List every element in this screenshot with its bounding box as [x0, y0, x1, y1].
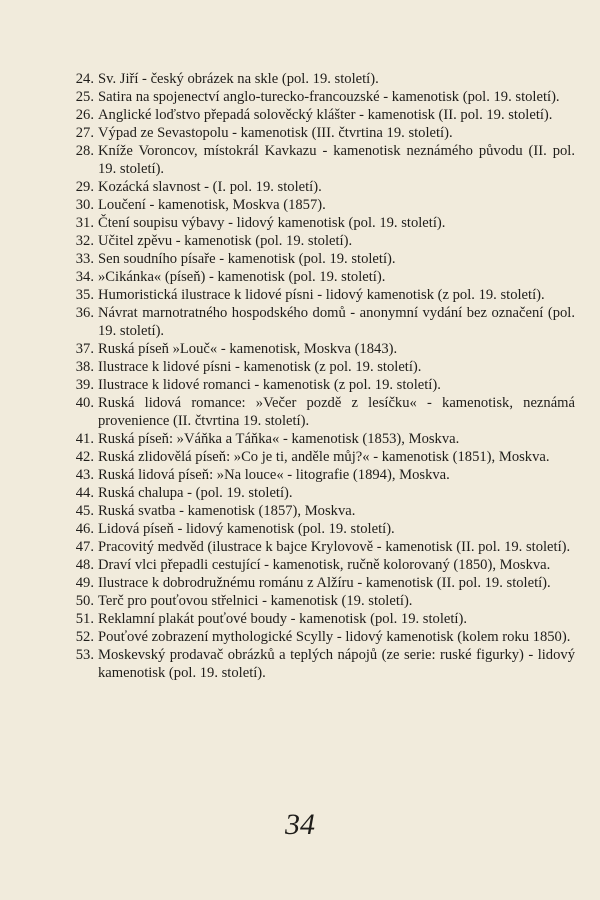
catalog-entry	[60, 430, 575, 448]
entry-text: Ruská zlidovělá píseň: »Co je ti, anděle můj?« - kamenotisk (1851), Moskva.	[98, 449, 550, 465]
entry-number: 48.	[75, 557, 94, 573]
entry-text: Reklamní plakát pouťové boudy - kamenotisk (pol. 19. století).	[98, 611, 467, 627]
entry-number: 44.	[75, 485, 94, 501]
catalog-entry	[60, 142, 575, 178]
entry-text: Sv. Jiří - český obrázek na skle (pol. 19. století).	[98, 71, 379, 87]
entry-text: Ruská píseň »Louč« - kamenotisk, Moskva (1843).	[98, 341, 398, 357]
entry-text: Čtení soupisu výbavy - lidový kamenotisk (pol. 19. století).	[98, 215, 446, 231]
entry-text: Satira na spojenectví anglo-turecko-francouzské - kamenotisk (pol. 19. století).	[98, 89, 560, 105]
catalog-entry	[60, 106, 575, 124]
entry-text: Ilustrace k lidové písni - kamenotisk (z pol. 19. století).	[98, 359, 422, 375]
entry-number: 45.	[75, 503, 94, 519]
catalog-entry	[60, 178, 575, 196]
catalog-entry	[60, 376, 575, 394]
catalog-entry	[60, 286, 575, 304]
entry-number: 35.	[75, 287, 94, 303]
entry-number: 37.	[75, 341, 94, 357]
entry-number: 31.	[75, 215, 94, 231]
entry-text: Ruská lidová píseň: »Na louce« - litografie (1894), Moskva.	[98, 467, 450, 483]
catalog-entry	[60, 628, 575, 646]
catalog-entry	[60, 70, 575, 88]
entry-number: 41.	[75, 431, 94, 447]
page-number: 34	[285, 808, 315, 841]
catalog-entry	[60, 466, 575, 484]
entry-number: 51.	[75, 611, 94, 627]
catalog-entry	[60, 304, 575, 340]
entry-number: 36.	[75, 305, 94, 321]
catalog-entry	[60, 340, 575, 358]
entry-text: Výpad ze Sevastopolu - kamenotisk (III. čtvrtina 19. století).	[98, 125, 453, 141]
catalog-entry	[60, 124, 575, 142]
catalog-entry	[60, 250, 575, 268]
entry-text: Kníže Voroncov, místokrál Kavkazu - kamenotisk neznámého původu (II. pol. 19. století).	[98, 143, 575, 177]
catalog-entry	[60, 358, 575, 376]
entry-number: 39.	[75, 377, 94, 393]
catalog-entry	[60, 484, 575, 502]
entry-text: Pouťové zobrazení mythologické Scylly - lidový kamenotisk (kolem roku 1850).	[98, 629, 571, 645]
catalog-entry	[60, 268, 575, 286]
entry-number: 52.	[75, 629, 94, 645]
entry-text: Kozácká slavnost - (I. pol. 19. století).	[98, 179, 322, 195]
entry-text: Ruská píseň: »Váňka a Táňka« - kamenotisk (1853), Moskva.	[98, 431, 460, 447]
catalog-entry	[60, 592, 575, 610]
catalog-entry	[60, 520, 575, 538]
entry-text: Návrat marnotratného hospodského domů - anonymní vydání bez označení (pol. 19. století).	[98, 305, 575, 339]
entry-text: Ilustrace k dobrodružnému románu z Alžíru - kamenotisk (II. pol. 19. století).	[98, 575, 551, 591]
entry-number: 25.	[75, 89, 94, 105]
catalog-entry	[60, 232, 575, 250]
entry-text: Pracovitý medvěd (ilustrace k bajce Krylovově - kamenotisk (II. pol. 19. století).	[98, 539, 571, 555]
entry-number: 24.	[75, 71, 94, 87]
entry-text: »Cikánka« (píseň) - kamenotisk (pol. 19. století).	[98, 269, 386, 285]
entry-number: 34.	[75, 269, 94, 285]
entry-number: 46.	[75, 521, 94, 537]
entry-text: Draví vlci přepadli cestující - kamenotisk, ručně kolorovaný (1850), Moskva.	[98, 557, 551, 573]
entry-number: 49.	[75, 575, 94, 591]
entry-number: 50.	[75, 593, 94, 609]
entry-number: 32.	[75, 233, 94, 249]
catalog-entry	[60, 448, 575, 466]
entry-number: 53.	[75, 647, 94, 663]
entry-number: 43.	[75, 467, 94, 483]
entry-number: 29.	[75, 179, 94, 195]
catalog-entry	[60, 610, 575, 628]
entry-number: 47.	[75, 539, 94, 555]
catalog-entry	[60, 196, 575, 214]
entry-number: 42.	[75, 449, 94, 465]
catalog-entry	[60, 646, 575, 682]
entry-text: Terč pro pouťovou střelnici - kamenotisk (19. století).	[98, 593, 413, 609]
entry-number: 26.	[75, 107, 94, 123]
entry-number: 30.	[75, 197, 94, 213]
entry-text: Ilustrace k lidové romanci - kamenotisk (z pol. 19. století).	[98, 377, 441, 393]
entry-number: 38.	[75, 359, 94, 375]
entry-number: 28.	[75, 143, 94, 159]
entry-number: 33.	[75, 251, 94, 267]
catalog-entry	[60, 214, 575, 232]
catalog-entry	[60, 556, 575, 574]
entry-text: Moskevský prodavač obrázků a teplých nápojů (ze serie: ruské figurky) - lidový kamenotisk (pol. 19. století).	[98, 647, 575, 681]
entry-text: Loučení - kamenotisk, Moskva (1857).	[98, 197, 326, 213]
catalog-entry	[60, 88, 575, 106]
catalog-entry	[60, 502, 575, 520]
entry-number: 40.	[75, 395, 94, 411]
catalog-entry	[60, 574, 575, 592]
entry-number: 27.	[75, 125, 94, 141]
entry-text: Anglické loďstvo přepadá solověcký klášter - kamenotisk (II. pol. 19. století).	[98, 107, 553, 123]
catalog-list	[60, 70, 575, 682]
catalog-entry	[60, 538, 575, 556]
entry-text: Ruská svatba - kamenotisk (1857), Moskva.	[98, 503, 356, 519]
entry-text: Ruská lidová romance: »Večer pozdě z lesíčku« - kamenotisk, neznámá provenience (II. čtvrtina 19. století).	[98, 395, 575, 429]
entry-text: Sen soudního písaře - kamenotisk (pol. 19. století).	[98, 251, 396, 267]
entry-text: Ruská chalupa - (pol. 19. století).	[98, 485, 293, 501]
entry-text: Učitel zpěvu - kamenotisk (pol. 19. století).	[98, 233, 353, 249]
entry-text: Lidová píseň - lidový kamenotisk (pol. 19. století).	[98, 521, 395, 537]
entry-text: Humoristická ilustrace k lidové písni - lidový kamenotisk (z pol. 19. století).	[98, 287, 545, 303]
catalog-entry	[60, 394, 575, 430]
